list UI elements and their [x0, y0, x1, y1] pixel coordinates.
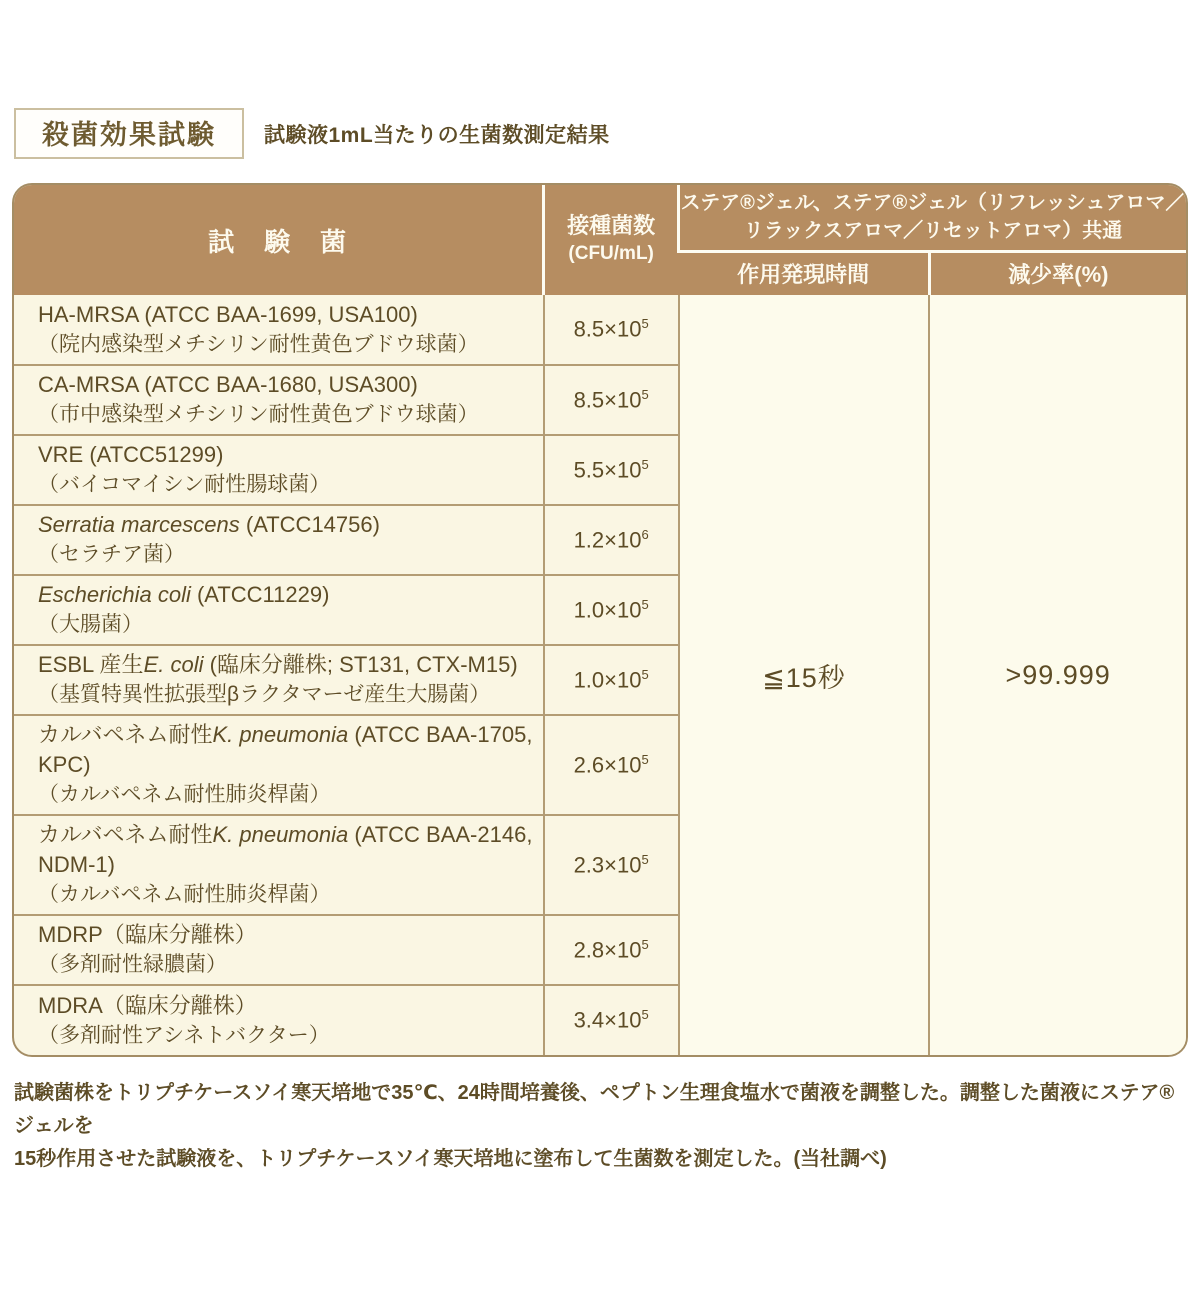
- bacteria-common-name: （カルバペネム耐性肺炎桿菌）: [38, 783, 331, 806]
- product-group-line2: リラックスアロマ／リセットアロマ）共通: [743, 220, 1123, 243]
- bacteria-common-name: （多剤耐性アシネトバクター）: [38, 1023, 330, 1047]
- results-table: [14, 185, 1186, 1055]
- inoculum-count-cell: $3.4\times 10^5$: [544, 985, 679, 1055]
- bacteria-common-name: （市中感染型メチシリン耐性黄色ブドウ球菌）: [38, 403, 479, 426]
- table-row: [14, 295, 1186, 365]
- inoculum-exponent: 5: [641, 596, 649, 612]
- col-header-bacteria: 試 験 菌: [14, 185, 544, 295]
- onset-time-value: ≦15秒: [679, 295, 930, 1055]
- inoculum-exponent: 6: [641, 526, 649, 542]
- bacteria-name-cell: [14, 575, 544, 645]
- bacteria-strain-text: (ATCC BAA-1705, KPC): [38, 722, 533, 777]
- bacteria-name-cell: [14, 365, 544, 435]
- inoculum-exponent: 5: [641, 936, 649, 952]
- inoculum-exponent: 5: [641, 386, 649, 402]
- footnote-line2: 15秒作用させた試験液を、トリプチケースソイ寒天培地に塗布して生菌数を測定した。(当社調べ): [14, 1148, 887, 1170]
- bacteria-strain-text: (臨床分離株; ST131, CTX-M15): [203, 652, 518, 677]
- bacteria-common-name: （バイコマイシン耐性腸球菌）: [38, 473, 331, 496]
- bacteria-name: [38, 650, 535, 680]
- bacteria-strain-text: (ATCC11229): [190, 582, 330, 607]
- inoculum-count-cell: $5.5\times 10^5$: [544, 435, 679, 505]
- results-table-container: [12, 183, 1188, 1057]
- inoculum-count-cell: $8.5\times 10^5$: [544, 365, 679, 435]
- inoculum-count-cell: $2.3\times 10^5$: [544, 815, 679, 915]
- bacteria-name-cell: [14, 505, 544, 575]
- bacteria-name-cell: [14, 915, 544, 985]
- inoculum-exponent: 5: [641, 456, 649, 472]
- inoculum-count-cell: $2.8\times 10^5$: [544, 915, 679, 985]
- header-row-1: [14, 185, 1186, 251]
- table-body: [14, 295, 1186, 1055]
- col-header-inoculum: [544, 185, 679, 295]
- bacteria-name-cell: [14, 815, 544, 915]
- inoculum-count-cell: $8.5\times 10^5$: [544, 295, 679, 365]
- bacteria-name: [38, 370, 535, 400]
- bacteria-common-name: （セラチア菌）: [38, 543, 185, 566]
- bacteria-name-cell: [14, 645, 544, 715]
- bacteria-scientific-name: K. pneumonia: [212, 722, 349, 747]
- bacteria-name-cell: [14, 295, 544, 365]
- bacteria-common-name: （院内感染型メチシリン耐性黄色ブドウ球菌）: [38, 332, 479, 356]
- page-subtitle: 試験液1mL当たりの生菌数測定結果: [264, 123, 610, 147]
- bacteria-name: [38, 920, 535, 950]
- inoculum-exponent: 5: [641, 851, 649, 867]
- footnote-line1: 試験菌株をトリプチケースソイ寒天培地で35℃、24時間培養後、ペプトン生理食塩水で菌液を調整した。調整した菌液にステア®ジェルを: [14, 1082, 1175, 1137]
- bacteria-scientific-name: E. coli: [143, 652, 204, 677]
- bacteria-name: [38, 440, 535, 470]
- col-header-reduction-rate: 減少率(%): [929, 251, 1186, 295]
- bacteria-name-text: カルバペネム耐性: [38, 822, 213, 847]
- bacteria-name-text: HA-MRSA (ATCC BAA-1699, USA100): [38, 301, 418, 327]
- bacteria-name-cell: [14, 985, 544, 1055]
- bacteria-name-text: VRE (ATCC51299): [38, 442, 224, 467]
- bacteria-strain-text: (ATCC14756): [239, 512, 380, 537]
- col-header-product-group: [679, 185, 1186, 251]
- page-header: [14, 108, 1188, 159]
- bacteria-strain-text: (ATCC BAA-2146, NDM-1): [38, 822, 533, 877]
- bacteria-name-text: MDRA（臨床分離株）: [38, 992, 257, 1018]
- bacteria-common-name: （カルバペネム耐性肺炎桿菌）: [38, 883, 331, 906]
- bacteria-scientific-name: K. pneumonia: [212, 822, 349, 847]
- page-title: 殺菌効果試験: [14, 108, 244, 159]
- inoculum-exponent: 5: [641, 1007, 649, 1023]
- inoculum-exponent: 5: [641, 751, 649, 767]
- col-header-onset-time: 作用発現時間: [679, 251, 930, 295]
- bacteria-common-name: （多剤耐性緑膿菌）: [38, 953, 227, 976]
- bacteria-name: [38, 510, 535, 540]
- inoculum-count-cell: $1.0\times 10^5$: [544, 645, 679, 715]
- inoculum-count-cell: $1.0\times 10^5$: [544, 575, 679, 645]
- reduction-rate-value: >99.999: [929, 295, 1186, 1055]
- bacteria-name: [38, 300, 535, 330]
- bacteria-scientific-name: Escherichia coli: [38, 582, 191, 607]
- bacteria-name-text: カルバペネム耐性: [38, 722, 213, 747]
- bacteria-name: [38, 720, 535, 780]
- inoculum-count-cell: $1.2\times 10^6$: [544, 505, 679, 575]
- bacteria-name: [38, 991, 535, 1021]
- bacteria-name: [38, 580, 535, 610]
- bacteria-common-name: （基質特異性拡張型βラクタマーゼ産生大腸菌）: [38, 683, 491, 706]
- inoculum-exponent: 5: [641, 666, 649, 682]
- bacteria-name-text: CA-MRSA (ATCC BAA-1680, USA300): [38, 372, 418, 397]
- table-header: [14, 185, 1186, 295]
- bacteria-name-cell: [14, 435, 544, 505]
- product-group-line1: ステア®ジェル、ステア®ジェル（リフレッシュアロマ／: [680, 192, 1186, 215]
- bacteria-name-cell: [14, 715, 544, 815]
- bacteria-name-text: MDRP（臨床分離株）: [38, 922, 257, 947]
- bacteria-name: [38, 820, 535, 880]
- inoculum-label: 接種菌数: [567, 213, 656, 238]
- footnote: [14, 1077, 1186, 1176]
- bacteria-name-text: ESBL 産生: [38, 652, 144, 677]
- bacteria-scientific-name: Serratia marcescens: [38, 512, 240, 537]
- bacteria-common-name: （大腸菌）: [38, 613, 143, 636]
- inoculum-unit-label: (CFU/mL): [568, 243, 654, 264]
- inoculum-count-cell: $2.6\times 10^5$: [544, 715, 679, 815]
- inoculum-exponent: 5: [641, 316, 649, 332]
